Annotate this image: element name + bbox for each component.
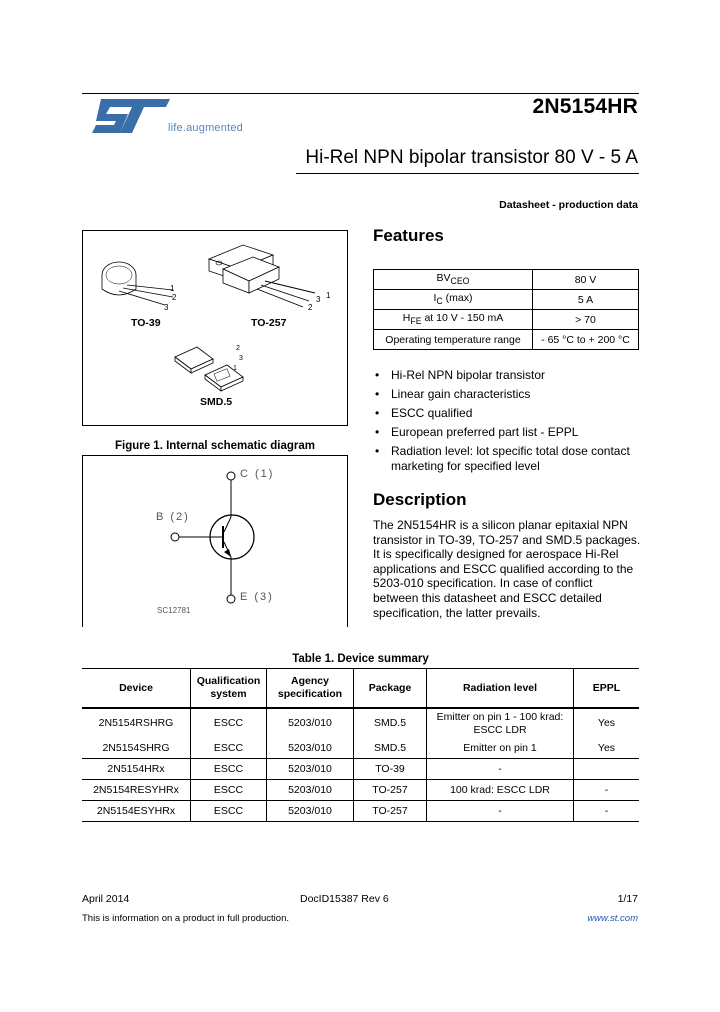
bullet-icon: •	[375, 406, 380, 421]
table-row: 2N5154RESYHRx ESCC 5203/010 TO-257 100 krad: ESCC LDR -	[82, 780, 639, 801]
features-bullet-list	[373, 368, 643, 478]
list-item: • ESCC qualified	[375, 406, 473, 421]
to39-pin-3: 3	[164, 303, 169, 312]
header-rule	[82, 93, 639, 94]
figure-1-caption: Figure 1. Internal schematic diagram	[114, 440, 316, 452]
features-row: $I_C$ (max) 5 A	[374, 290, 639, 310]
logo-tagline: life.augmented	[168, 122, 243, 134]
table-row: 2N5154ESYHRx ESCC 5203/010 TO-257 - -	[82, 801, 639, 822]
footer-page-number: 1/17	[617, 893, 638, 905]
st-logo	[92, 97, 172, 140]
footer-doc-id: DocID15387 Rev 6	[300, 893, 389, 905]
to39-pin-1: 1	[170, 284, 175, 293]
smd5-pin-2: 2	[236, 345, 240, 352]
datasheet-label: Datasheet - production data	[499, 199, 638, 211]
to257-label: TO-257	[251, 317, 287, 329]
footer-date: April 2014	[82, 893, 130, 905]
document-subtitle: Hi-Rel NPN bipolar transistor 80 V - 5 A	[305, 147, 638, 168]
list-item: • Hi-Rel NPN bipolar transistor	[375, 368, 546, 382]
footer-url-link[interactable]: www.st.com	[587, 913, 638, 924]
schematic-box	[82, 455, 348, 627]
to257-pin-1: 1	[326, 291, 331, 300]
table-row: 2N5154SHRG ESCC 5203/010 SMD.5 Emitter on pin 1 Yes	[82, 738, 639, 759]
table-row: 2N5154HRx ESCC 5203/010 TO-39 -	[82, 759, 639, 780]
base-label: B (2)	[156, 511, 190, 523]
npn-transistor-schematic	[83, 456, 347, 626]
schematic-code: SC12781	[157, 606, 191, 615]
features-row: $H_{FE}$ at 10 V - 150 mA > 70	[374, 310, 639, 330]
collector-label: C (1)	[240, 468, 275, 480]
table-1-caption: Table 1. Device summary	[292, 653, 429, 665]
part-number: 2N5154HR	[532, 95, 638, 118]
smd5-label: SMD.5	[200, 396, 233, 408]
smd5-pin-1: 1	[233, 365, 237, 372]
to39-pin-2: 2	[172, 293, 177, 302]
to257-pin-2: 2	[308, 303, 313, 312]
to257-pin-3: 3	[316, 295, 321, 304]
subtitle-rule	[296, 173, 639, 174]
to257-package-drawing	[203, 241, 343, 326]
bullet-icon: •	[375, 425, 380, 440]
table-header-row: Device Qualification system Agency specification Package Radiation level EPPL	[82, 669, 639, 709]
footer-note: This is information on a product in full production.	[82, 913, 289, 924]
list-item: • European preferred part list - EPPL	[375, 425, 579, 440]
description-heading: Description	[373, 490, 467, 509]
emitter-label: E (3)	[240, 591, 274, 603]
description-text: The 2N5154HR is a silicon planar epitaxial NPN transistor in TO-39, TO-257 and SMD.5 packages. It is specifically designed for aerospace Hi-Rel applications and ESCC qualified according to the 5203-010 specification. In case of conflict between this datasheet and ESCC detailed specification, the latter prevails.	[373, 518, 641, 620]
table-row: 2N5154RSHRG ESCC 5203/010 SMD.5 Emitter on pin 1 - 100 krad: ESCC LDR Yes	[82, 708, 639, 738]
list-item: • Linear gain characteristics	[375, 387, 531, 402]
bullet-icon: •	[375, 444, 380, 459]
to39-label: TO-39	[131, 317, 161, 329]
bullet-icon: •	[375, 368, 380, 382]
bullet-icon: •	[375, 387, 380, 402]
features-heading: Features	[373, 226, 444, 245]
smd5-pin-3: 3	[239, 355, 243, 362]
list-item: • Radiation level: lot specific total dose contact marketing for specified level	[375, 444, 630, 473]
features-row: Operating temperature range - 65 °C to + 200 °C	[374, 330, 639, 350]
package-drawings	[82, 230, 348, 426]
device-summary-table	[82, 668, 639, 822]
features-row: $BV_{CEO}$ 80 V	[374, 270, 639, 290]
features-table	[373, 269, 639, 350]
